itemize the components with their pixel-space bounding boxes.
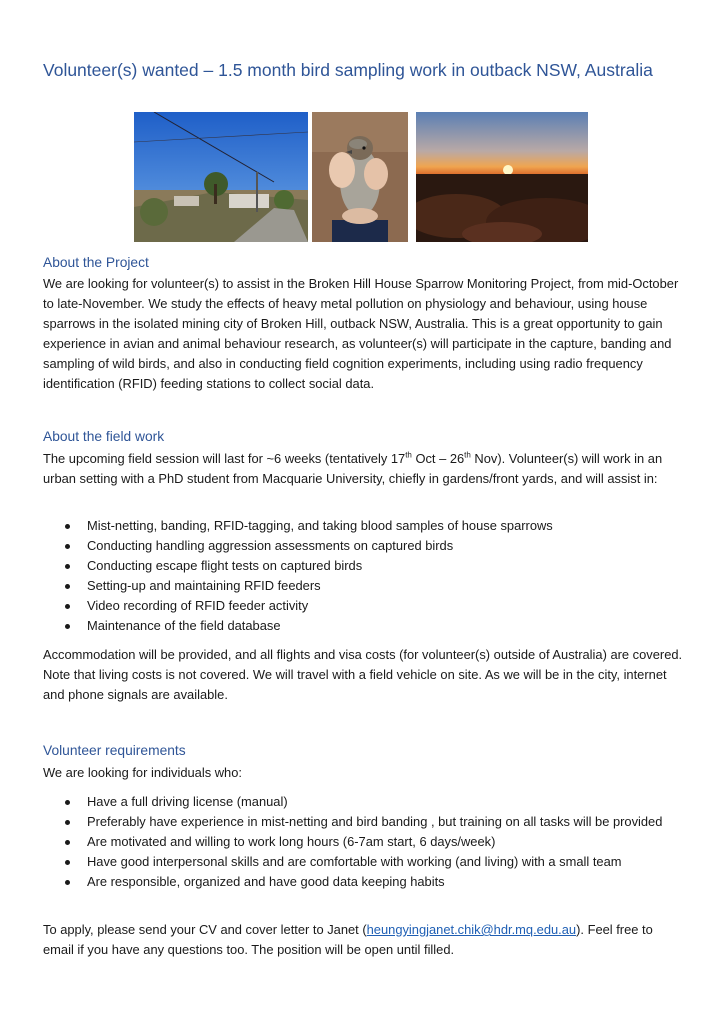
list-item: Are motivated and willing to work long hours (6-7am start, 6 days/week) xyxy=(43,832,683,852)
photo-sparrow-in-hand xyxy=(312,112,408,242)
list-item: Maintenance of the field database xyxy=(43,616,683,636)
list-item: Video recording of RFID feeder activity xyxy=(43,596,683,616)
list-item: Are responsible, organized and have good data keeping habits xyxy=(43,872,683,892)
requirements-list xyxy=(43,792,683,892)
photo-outback-sunset xyxy=(416,112,588,242)
heading-volunteer-requirements: Volunteer requirements xyxy=(43,743,186,758)
heading-about-fieldwork: About the field work xyxy=(43,429,165,444)
accommodation-text: Accommodation will be provided, and all flights and visa costs (for volunteer(s) outside of Australia) are covered. Note that living costs is not covered. We will travel with a field vehicle on site. As we will be in the city, internet and phone signals are available. xyxy=(43,647,683,702)
list-item: Mist-netting, banding, RFID-tagging, and taking blood samples of house sparrows xyxy=(43,516,683,536)
apply-text: To apply, please send your CV and cover letter to Janet (heungyingjanet.chik@hdr.mq.edu.au). Feel free to email if you have any questions too. The position will be open until filled. xyxy=(43,922,653,957)
photo-town-street xyxy=(134,112,308,242)
list-item: Preferably have experience in mist-netting and bird banding , but training on all tasks will be provided xyxy=(43,812,683,832)
section-about-fieldwork xyxy=(43,449,683,489)
list-item: Setting-up and maintaining RFID feeders xyxy=(43,576,683,596)
requirements-intro: We are looking for individuals who: xyxy=(43,765,242,780)
list-item: Have good interpersonal skills and are comfortable with working (and living) with a small team xyxy=(43,852,683,872)
fieldwork-intro: The upcoming field session will last for ~6 weeks (tentatively 17th Oct – 26th Nov). Volunteer(s) will work in an urban setting with a PhD student from Macquarie University, chiefly in gardens/front yards, and will assist in: xyxy=(43,450,663,486)
project-description: We are looking for volunteer(s) to assist in the Broken Hill House Sparrow Monitoring Project, from mid-October to late-November. We study the effects of heavy metal pollution on physiology and behaviour, using house sparrows in the isolated mining city of Broken Hill, outback NSW, Australia. This is a great opportunity to gain experience in avian and animal behaviour research, as volunteer(s) will participate in the capture, banding and sampling of wild birds, and also in conducting field cognition experiments, including using radio frequency identification (RFID) feeding stations to collect social data. xyxy=(43,276,679,391)
section-volunteer-requirements xyxy=(43,763,683,783)
email-link[interactable]: heungyingjanet.chik@hdr.mq.edu.au xyxy=(366,922,577,937)
list-item: Have a full driving license (manual) xyxy=(43,792,683,812)
list-item: Conducting escape flight tests on captured birds xyxy=(43,556,683,576)
fieldwork-task-list xyxy=(43,516,683,636)
section-accommodation xyxy=(43,645,683,705)
page-title: Volunteer(s) wanted – 1.5 month bird sampling work in outback NSW, Australia xyxy=(43,60,653,80)
list-item: Conducting handling aggression assessments on captured birds xyxy=(43,536,683,556)
section-apply xyxy=(43,920,683,960)
section-about-project xyxy=(43,274,683,394)
heading-about-project: About the Project xyxy=(43,255,149,270)
